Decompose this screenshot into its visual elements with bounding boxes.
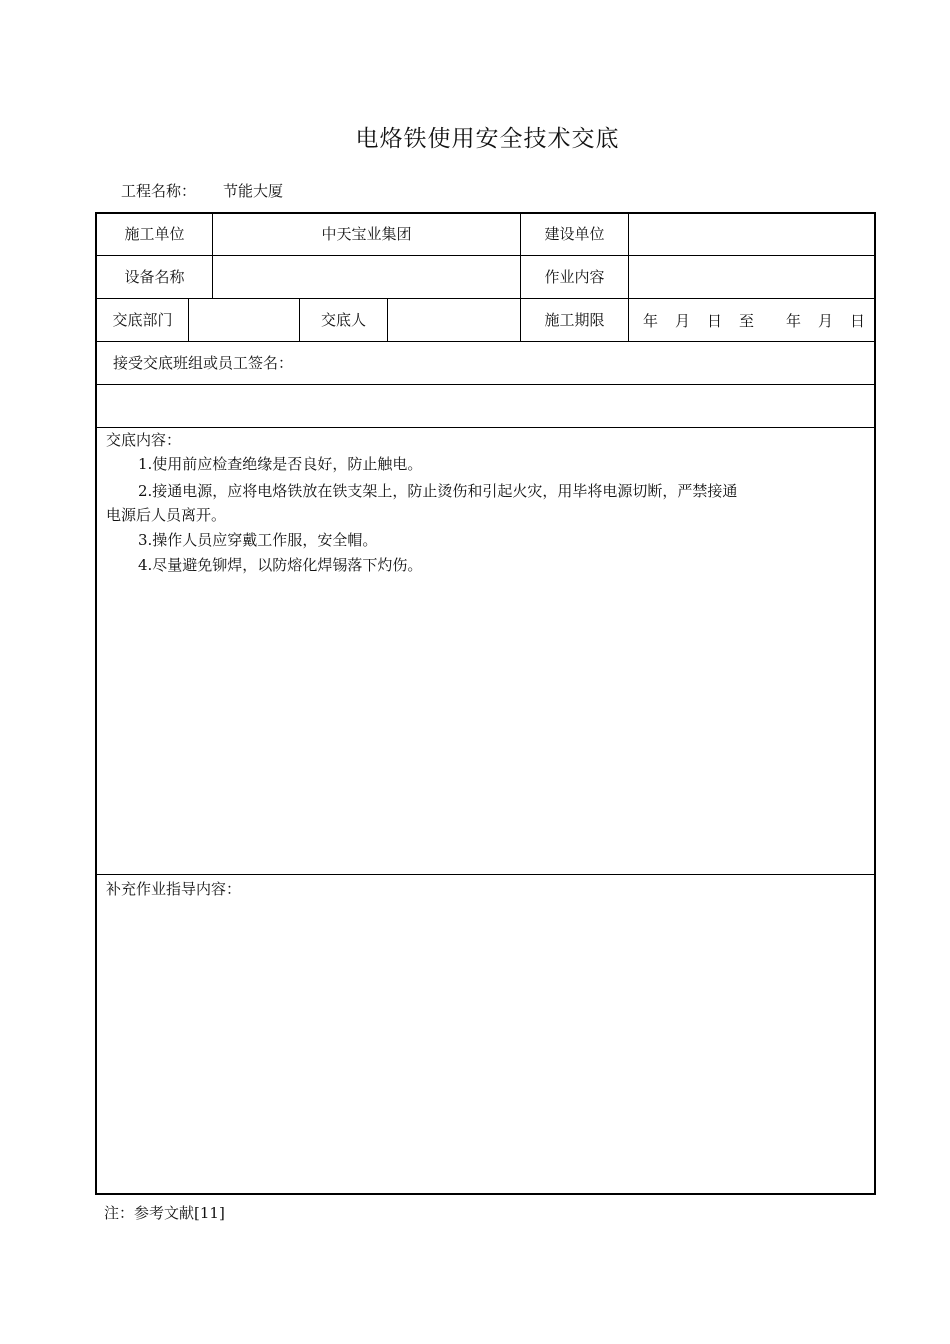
disclosure-department-label: 交底部门: [112, 311, 173, 329]
row-divider: [97, 874, 874, 875]
row-divider: [97, 427, 874, 428]
end-year-unit: 年: [786, 312, 802, 330]
project-name-row: [121, 180, 284, 201]
equipment-name-label: 设备名称: [124, 268, 185, 286]
content-item-1: 1.使用前应检查绝缘是否良好，防止触电。: [138, 455, 423, 473]
date-range-separator: 至: [739, 312, 755, 330]
builder-unit-label: 建设单位: [544, 225, 605, 243]
construction-period-value[interactable]: [629, 310, 876, 330]
signature-area[interactable]: [97, 395, 876, 425]
end-day-unit: 日: [850, 312, 866, 330]
project-name-label: 工程名称：: [121, 182, 197, 200]
construction-period-label: 施工期限: [544, 311, 605, 329]
construction-unit-label: 施工单位: [124, 225, 185, 243]
content-item-3: 3.操作人员应穿戴工作服，安全帽。: [138, 531, 378, 549]
row-divider: [97, 384, 874, 385]
supplement-heading: 补充作业指导内容：: [106, 880, 242, 898]
start-year-unit: 年: [643, 312, 659, 330]
end-month-unit: 月: [818, 312, 834, 330]
content-item-2: 2.接通电源，应将电烙铁放在铁支架上，防止烫伤和引起火灾，用毕将电源切断，严禁接通: [138, 482, 738, 500]
disclosure-form: [95, 212, 876, 1195]
start-day-unit: 日: [707, 312, 723, 330]
disclosure-content-heading: 交底内容：: [106, 431, 182, 449]
supplement-content-area[interactable]: [97, 904, 876, 1189]
row-divider: [97, 341, 874, 342]
footnote: 注：参考文献[11]: [104, 1204, 225, 1222]
row-divider: [97, 255, 874, 256]
construction-unit-value[interactable]: 中天宝业集团: [321, 225, 412, 243]
work-content-label: 作业内容: [544, 268, 605, 286]
content-item-4: 4.尽量避免铆焊，以防熔化焊锡落下灼伤。: [138, 556, 423, 574]
content-item-2-continued: 电源后人员离开。: [106, 506, 227, 524]
start-month-unit: 月: [675, 312, 691, 330]
column-divider: [188, 298, 189, 341]
document-title: 电烙铁使用安全技术交底: [355, 126, 620, 152]
row-divider: [97, 298, 874, 299]
column-divider: [387, 298, 388, 341]
project-name-value[interactable]: 节能大厦: [223, 182, 284, 200]
signature-label: 接受交底班组或员工签名：: [113, 354, 294, 372]
discloser-label: 交底人: [320, 311, 366, 329]
